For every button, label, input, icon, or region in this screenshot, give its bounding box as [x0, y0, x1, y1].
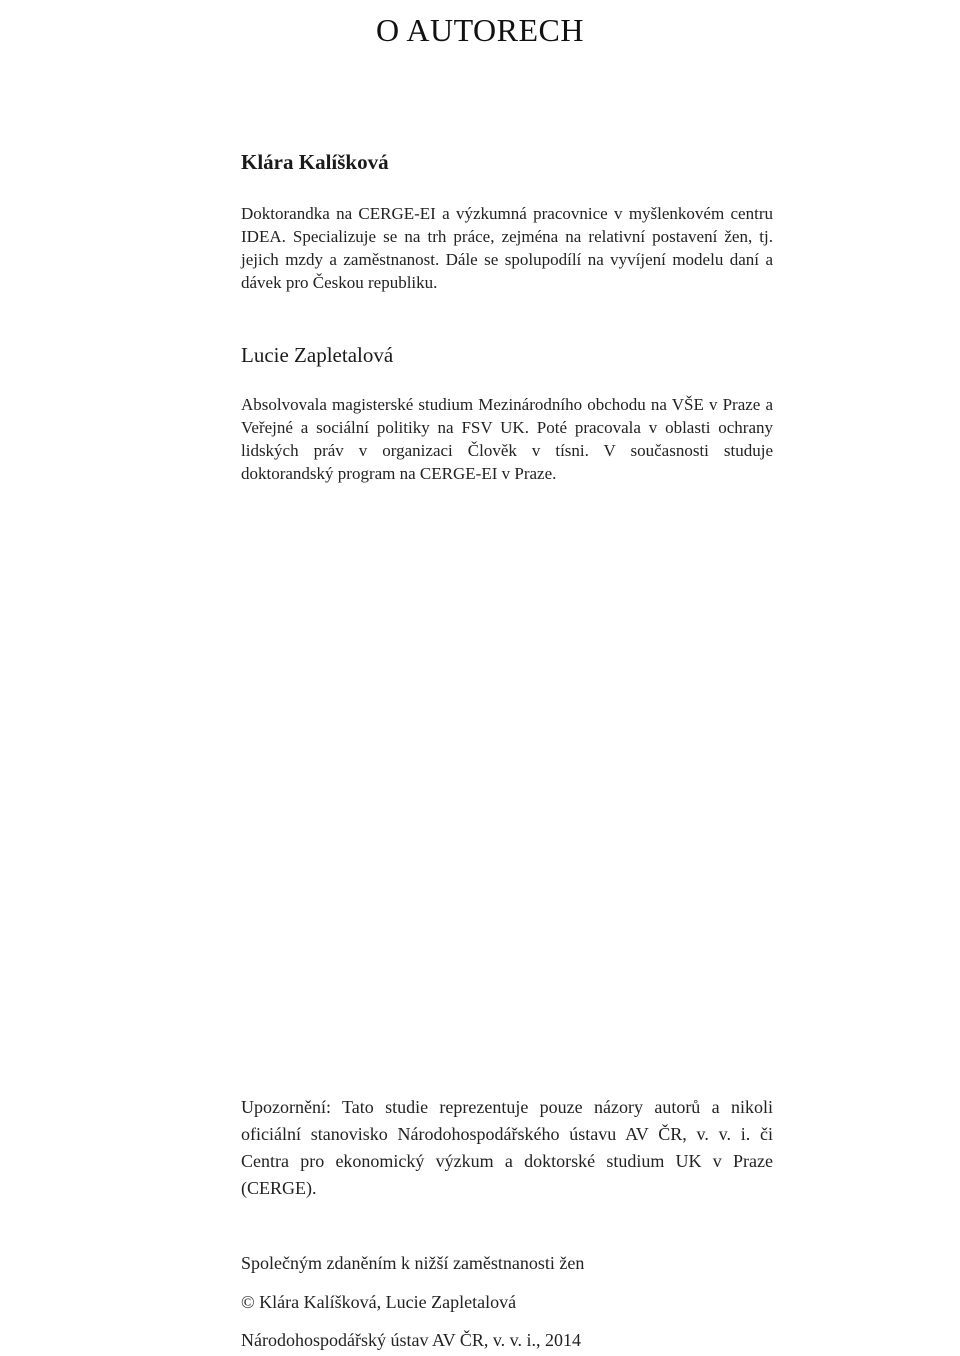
- copyright-line: © Klára Kalíšková, Lucie Zapletalová: [241, 1292, 517, 1312]
- author-name: Klára Kalíšková: [241, 150, 389, 174]
- author-name: Lucie Zapletalová: [241, 343, 394, 367]
- author-bio: Absolvovala magisterské studium Mezinárodního obchodu na VŠE v Praze a Veřejné a sociální politiky na FSV UK. Poté pracovala v oblasti ochrany lidských práv v organizaci Člověk v tísni. V současnosti studuje doktorandský program na CERGE-EI v Praze.: [241, 395, 773, 483]
- publication-title: Společným zdaněním k nižší zaměstnanosti žen: [241, 1253, 585, 1273]
- author-bio: Doktorandka na CERGE-EI a výzkumná pracovnice v myšlenkovém centru IDEA. Specializuje se na trh práce, zejména na relativní postavení žen, tj. jejich mzdy a zaměstnanost. Dále se spolupodílí na vyvíjení modelu daní a dávek pro Českou republiku.: [241, 204, 773, 292]
- publisher-line: Národohospodářský ústav AV ČR, v. v. i., 2014: [241, 1330, 582, 1350]
- author-section-1: [241, 150, 773, 294]
- author-section-2: [241, 343, 773, 485]
- page-title: O AUTORECH: [376, 12, 584, 48]
- disclaimer-notice: Upozornění: Tato studie reprezentuje pouze názory autorů a nikoli oficiální stanovisko Národohospodářského ústavu AV ČR, v. v. i. či Centra pro ekonomický výzkum a doktorské studium UK v Praze (CERGE).: [241, 1097, 773, 1198]
